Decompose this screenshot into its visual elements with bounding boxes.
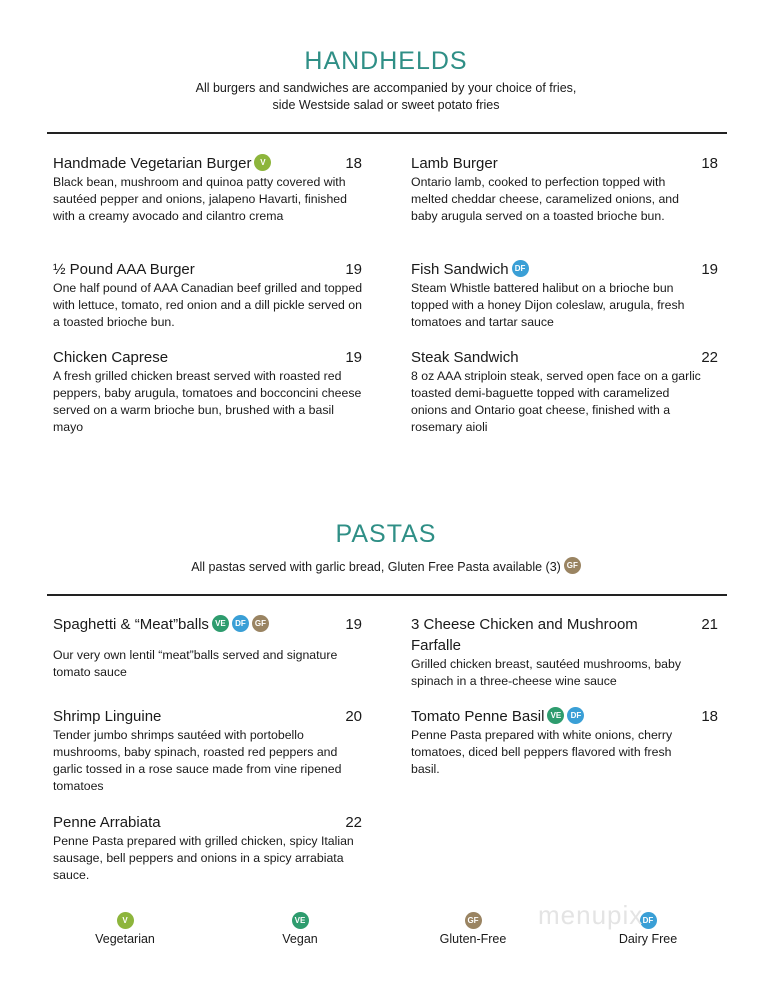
item-description: Ontario lamb, cooked to perfection topped with melted cheddar cheese, caramelized onions, and baby arugula served on a toasted brioche bun. (411, 175, 679, 223)
item-name (53, 259, 363, 280)
item-name (53, 812, 363, 833)
item-name-text: Tomato Penne Basil (411, 708, 545, 725)
item-description: Steam Whistle battered halibut on a brioche bun topped with a honey Dijon coleslaw, arugula, fresh tomatoes and tartar sauce (411, 281, 685, 329)
dairy-free-badge-icon: DF (567, 707, 584, 724)
item-name (53, 706, 363, 727)
item-price: 18 (701, 708, 718, 725)
handhelds-subtitle-1: All burgers and sandwiches are accompanied by your choice of fries, (195, 81, 577, 95)
vegan-icon: VE (292, 912, 309, 929)
item-price: 19 (345, 349, 362, 366)
pastas-title: PASTAS (335, 520, 437, 548)
item-name-text: Fish Sandwich (411, 261, 509, 278)
item-description: Grilled chicken breast, sautéed mushrooms, baby spinach in a three-cheese wine sauce (411, 657, 681, 688)
item-name (53, 347, 363, 368)
item-price: 19 (345, 261, 362, 278)
menu-item (411, 706, 701, 778)
menu-item (53, 347, 363, 436)
item-name-text: Steak Sandwich (411, 349, 519, 366)
dairy-free-icon: DF (640, 912, 657, 929)
menu-item (411, 347, 701, 436)
pastas-subtitle: All pastas served with garlic bread, Gluten Free Pasta available (3) GF (0, 557, 772, 576)
handhelds-title: HANDHELDS (304, 47, 468, 75)
legend-label: Vegan (282, 932, 318, 946)
vegan-badge-icon: VE (547, 707, 564, 724)
legend-vegetarian (65, 912, 185, 946)
gluten-free-badge-icon: GF (564, 557, 581, 574)
item-price: 18 (345, 155, 362, 172)
item-price: 21 (701, 616, 718, 633)
item-name-text: Shrimp Linguine (53, 708, 162, 725)
divider (47, 594, 727, 596)
item-name-text: Lamb Burger (411, 155, 498, 172)
item-price: 20 (345, 708, 362, 725)
menu-item (53, 706, 363, 795)
menu-item (53, 614, 363, 681)
item-description: Black bean, mushroom and quinoa patty covered with sautéed pepper and onions, jalapeno Havarti, finished with a creamy avocado and cilantro crema (53, 175, 347, 223)
watermark: menupix (538, 900, 644, 930)
item-name (411, 706, 701, 727)
item-description: A fresh grilled chicken breast served with roasted red peppers, baby arugula, tomatoes and bocconcini cheese served on a warm brioche bun, brushed with a basil mayo (53, 369, 362, 434)
menu-item (53, 812, 363, 884)
vegan-badge-icon: VE (212, 615, 229, 632)
item-name (411, 259, 701, 280)
item-name-text: Handmade Vegetarian Burger (53, 155, 252, 172)
vegetarian-badge-icon: V (254, 154, 271, 171)
item-description: Penne Pasta prepared with white onions, cherry tomatoes, diced bell peppers flavored with fresh basil. (411, 728, 673, 776)
menu-item (411, 614, 681, 690)
item-price: 19 (701, 261, 718, 278)
menu-item (411, 259, 701, 331)
item-description: One half pound of AAA Canadian beef grilled and topped with lettuce, tomato, red onion and a dill pickle served on a toasted brioche bun. (53, 281, 363, 329)
dairy-free-badge-icon: DF (512, 260, 529, 277)
menu-item (53, 153, 363, 225)
dairy-free-badge-icon: DF (232, 615, 249, 632)
divider (47, 132, 727, 134)
legend-label: Gluten-Free (439, 932, 507, 946)
menu-item (411, 153, 701, 225)
item-price: 18 (701, 155, 718, 172)
item-name (411, 614, 681, 656)
vegetarian-icon: V (117, 912, 134, 929)
item-name-text: 3 Cheese Chicken and Mushroom Farfalle (411, 616, 638, 654)
item-description: Tender jumbo shrimps sautéed with portobello mushrooms, baby spinach, roasted red peppers and garlic tossed in a rose sauce made from vine ripened tomatoes (53, 728, 342, 793)
gluten-free-badge-icon: GF (252, 615, 269, 632)
item-name-text: Spaghetti & “Meat”balls (53, 616, 209, 633)
item-name (53, 153, 363, 174)
item-name (411, 347, 701, 368)
menu-item (53, 259, 363, 331)
item-name-text: ½ Pound AAA Burger (53, 261, 195, 278)
item-price: 19 (345, 616, 362, 633)
item-name-text: Chicken Caprese (53, 349, 169, 366)
item-name (53, 614, 363, 635)
item-description: Our very own lentil “meat”balls served and signature tomato sauce (53, 648, 338, 679)
item-price: 22 (345, 814, 362, 831)
legend-gluten-free (413, 912, 533, 946)
legend-label: Vegetarian (95, 932, 155, 946)
legend-label: Dairy Free (618, 932, 678, 946)
item-name-text: Penne Arrabiata (53, 814, 161, 831)
item-price: 22 (701, 349, 718, 366)
item-description: Penne Pasta prepared with grilled chicken, spicy Italian sausage, bell peppers and onions in a spicy arrabiata sauce. (53, 834, 354, 882)
item-name (411, 153, 701, 174)
item-description: 8 oz AAA striploin steak, served open face on a garlic toasted demi-baguette topped with caramelized onions and Ontario goat cheese, finished with a rosemary aioli (411, 369, 701, 434)
legend-vegan (240, 912, 360, 946)
gluten-free-icon: GF (465, 912, 482, 929)
handhelds-subtitle-2: side Westside salad or sweet potato fries (272, 98, 500, 112)
